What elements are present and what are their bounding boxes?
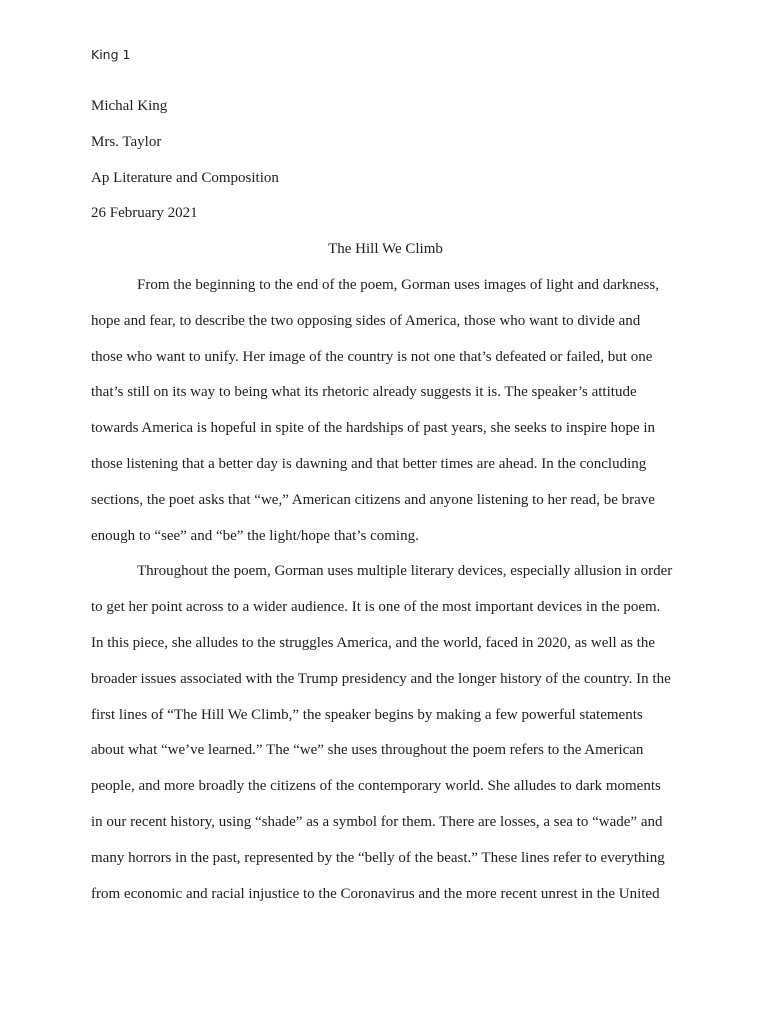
running-head: King 1: [91, 47, 131, 62]
date: 26 February 2021: [91, 205, 198, 222]
paragraph-line: those listening that a better day is dawning and that better times are ahead. In the concluding: [91, 455, 647, 472]
paragraph-line: to get her point across to a wider audience. It is one of the most important devices in the poem.: [91, 599, 661, 616]
paragraph-line: in our recent history, using “shade” as a symbol for them. There are losses, a sea to “wade” and: [91, 813, 663, 830]
author-name: Michal King: [91, 98, 168, 114]
paragraph-line: hope and fear, to describe the two opposing sides of America, those who want to divide and: [91, 312, 641, 329]
paragraph-2: [91, 554, 680, 912]
document-body: [91, 89, 680, 912]
paragraph-line: In this piece, she alludes to the struggles America, and the world, faced in 2020, as well as the: [91, 634, 656, 651]
paragraph-line: Throughout the poem, Gorman uses multiple literary devices, especially allusion in order: [137, 563, 673, 580]
essay-title: The Hill We Climb: [328, 241, 443, 258]
paragraph-line: that’s still on its way to being what its rhetoric already suggests it is. The speaker’s attitude: [91, 384, 637, 401]
paragraph-line: broader issues associated with the Trump presidency and the longer history of the country. In the: [91, 670, 671, 687]
paragraph-line: From the beginning to the end of the poem, Gorman uses images of light and darkness,: [137, 276, 659, 293]
paragraph-1: [91, 268, 680, 554]
paragraph-line: enough to “see” and “be” the light/hope that’s coming.: [91, 527, 419, 544]
paragraph-line: towards America is hopeful in spite of the hardships of past years, she seeks to inspire hope in: [91, 420, 656, 437]
paragraph-line: about what “we’ve learned.” The “we” she uses throughout the poem refers to the American: [91, 742, 644, 759]
paragraph-line: those who want to unify. Her image of the country is not one that’s defeated or failed, but one: [91, 348, 653, 365]
paragraph-line: first lines of “The Hill We Climb,” the speaker begins by making a few powerful statements: [91, 706, 643, 723]
paragraph-line: sections, the poet asks that “we,” American citizens and anyone listening to her read, be brave: [91, 491, 655, 508]
paragraph-line: people, and more broadly the citizens of the contemporary world. She alludes to dark moments: [91, 778, 661, 795]
paragraph-line: from economic and racial injustice to the Coronavirus and the more recent unrest in the United: [91, 885, 660, 902]
paragraph-line: many horrors in the past, represented by the “belly of the beast.” These lines refer to everything: [91, 849, 665, 866]
instructor-name: Mrs. Taylor: [91, 133, 162, 150]
course-name: Ap Literature and Composition: [91, 169, 279, 186]
